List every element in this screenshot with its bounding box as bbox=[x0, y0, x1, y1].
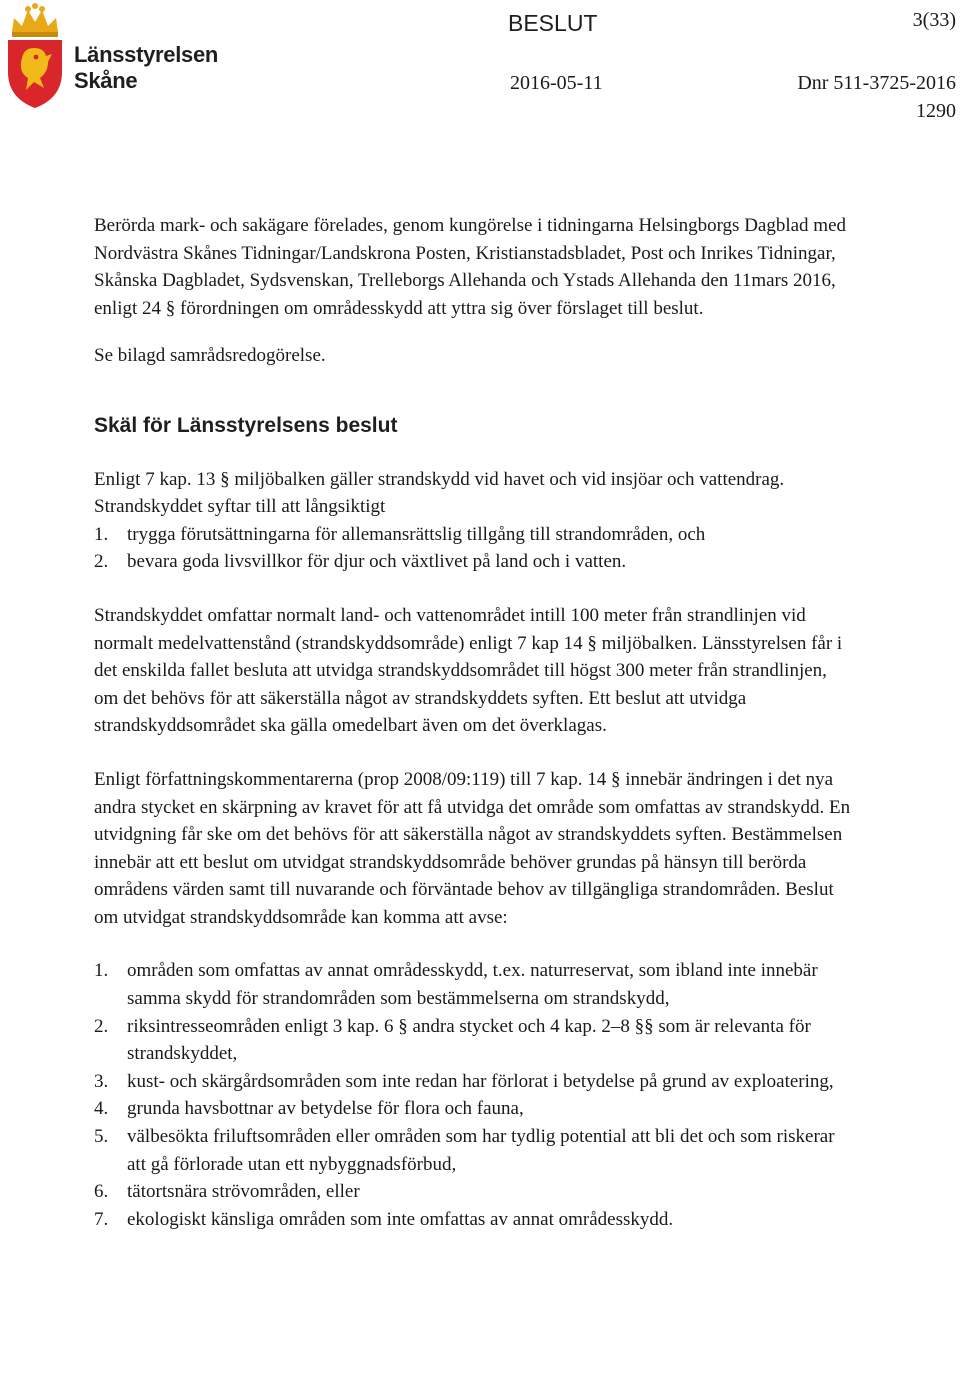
list-item-number: 6. bbox=[94, 1181, 109, 1203]
list-item-text: grunda havsbottnar av betydelse för flora och fauna, bbox=[127, 1098, 524, 1120]
paragraph-consultation: Berörda mark- och sakägare förelades, genom kungörelse i tidningarna Helsingborgs Dagblad med Nordvästra Skånes Tidningar/Landskrona Posten, Kristianstadsbladet, Post och Inrikes Tidningar, Skånska Dagbladet, Sydsvenskan, Trelleborgs Allehanda och Ystads Allehanda den 11mars 2016, enligt 24 § förordningen om områdesskydd att yttra sig över förslaget till beslut. bbox=[94, 215, 847, 319]
document-body bbox=[94, 212, 854, 1233]
document-date: 2016-05-11 bbox=[510, 72, 603, 94]
list-item-text: trygga förutsättningarna för allemansrättslig tillgång till strandområden, och bbox=[127, 523, 706, 545]
list-item-number: 3. bbox=[94, 1070, 109, 1092]
purpose-list bbox=[94, 521, 854, 576]
list-item bbox=[94, 1013, 854, 1068]
list-item-number: 7. bbox=[94, 1208, 109, 1230]
list-item bbox=[94, 957, 854, 1012]
list-item-text: välbesökta friluftsområden eller områden som har tydlig potential att bli det och som riskerar att gå förlorade utan ett nybyggnadsförbud, bbox=[127, 1126, 835, 1175]
org-name-line2: Skåne bbox=[74, 68, 138, 93]
list-item-text: kust- och skärgårdsområden som inte redan har förlorat i betydelse på grund av exploatering, bbox=[127, 1070, 834, 1092]
diary-number-sub: 1290 bbox=[916, 100, 956, 122]
org-name-line1: Länsstyrelsen bbox=[74, 42, 219, 67]
list-item bbox=[94, 1123, 854, 1178]
paragraph-shore-protection-purpose: Enligt 7 kap. 13 § miljöbalken gäller strandskydd vid havet och vid insjöar och vattendrag. Strandskyddet syftar till att långsiktigt bbox=[94, 468, 785, 518]
list-item-text: ekologiskt känsliga områden som inte omfattas av annat områdesskydd. bbox=[127, 1208, 674, 1230]
area-list bbox=[94, 957, 854, 1233]
list-item bbox=[94, 1206, 854, 1234]
list-item-number: 2. bbox=[94, 551, 109, 573]
paragraph-attachment-note: Se bilagd samrådsredogörelse. bbox=[94, 345, 326, 367]
list-item-number: 4. bbox=[94, 1098, 109, 1120]
list-item-number: 1. bbox=[94, 523, 109, 545]
section-heading: Skäl för Länsstyrelsens beslut bbox=[94, 413, 398, 437]
page-number: 3(33) bbox=[912, 9, 956, 31]
paragraph-shore-protection-scope: Strandskyddet omfattar normalt land- och vattenområdet intill 100 meter från strandlinjen vid normalt medelvattenstånd (strandskyddsområde) enligt 7 kap 14 § miljöbalken. Länsstyrelsen får i det enskilda fallet besluta att utvidga strandskyddsområdet till högst 300 meter från strandlinjen, om det behövs för att säkerställa något av strandskyddets syften. Ett beslut att utvidga strandskyddsområdet ska gälla omedelbart även om det överklagas. bbox=[94, 604, 843, 737]
list-item-number: 1. bbox=[94, 960, 109, 982]
document-type: BESLUT bbox=[508, 10, 598, 36]
list-item-text: områden som omfattas av annat områdesskydd, t.ex. naturreservat, som ibland inte innebär samma skydd för strandområden som bestämmelserna om strandskydd, bbox=[127, 960, 818, 1010]
list-item-text: riksintresseområden enligt 3 kap. 6 § andra stycket och 4 kap. 2–8 §§ som är relevanta för strandskyddet, bbox=[127, 1015, 811, 1065]
list-item-number: 5. bbox=[94, 1126, 109, 1148]
list-item-number: 2. bbox=[94, 1015, 109, 1037]
list-item bbox=[94, 521, 854, 549]
org-logo bbox=[4, 2, 219, 112]
paragraph-legislative-commentary: Enligt författningskommentarerna (prop 2008/09:119) till 7 kap. 14 § innebär ändringen i det nya andra stycket en skärpning av kravet för att få utvidga det område som omfattas av strandskydd. En utvidgning får ske om det behövs för att säkerställa något av strandskyddets syften. Bestämmelsen innebär att ett beslut om utvidgat strandskyddsområde behöver grundas på hänsyn till berörda områdens värden samt till nuvarande och förväntade behov av tillgängliga strandområden. Beslut om utvidgat strandskyddsområde kan komma att avse: bbox=[94, 768, 851, 928]
list-item-text: tätortsnära strövområden, eller bbox=[127, 1181, 360, 1203]
list-item bbox=[94, 1068, 854, 1096]
list-item bbox=[94, 1178, 854, 1206]
document-header bbox=[0, 0, 960, 130]
list-item bbox=[94, 548, 854, 576]
griffin-crest-icon bbox=[4, 2, 66, 110]
list-item-text: bevara goda livsvillkor för djur och växtlivet på land och i vatten. bbox=[127, 551, 627, 573]
org-name bbox=[74, 42, 218, 94]
diary-number: Dnr 511-3725-2016 bbox=[797, 72, 956, 94]
list-item bbox=[94, 1095, 854, 1123]
